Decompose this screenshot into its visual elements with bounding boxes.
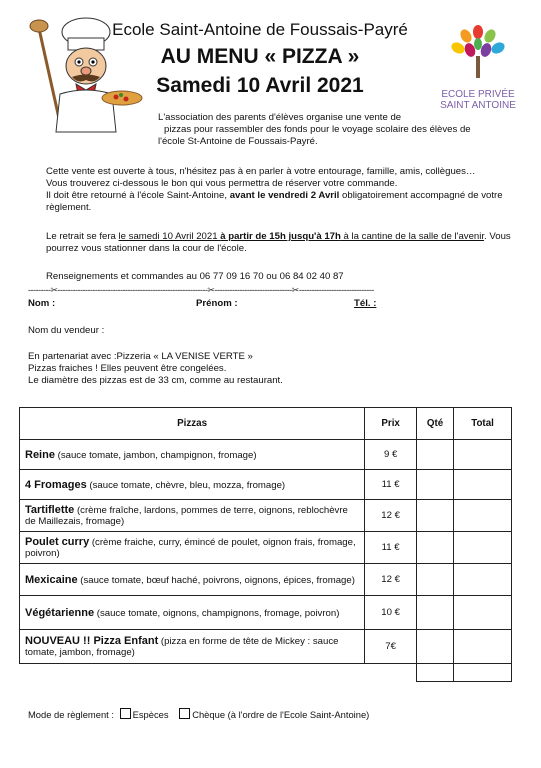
table-total-row (20, 664, 512, 682)
prenom-label: Prénom : (196, 298, 238, 309)
partner-info (28, 351, 498, 387)
sale-line-3: Il doit être retourné à l'école Saint-Antoine, avant le vendredi 2 Avril obligatoirement accompagné de votre (46, 190, 503, 201)
table-row (20, 532, 512, 564)
school-title: Ecole Saint-Antoine de Foussais-Payré (112, 20, 408, 39)
intro-line-2: pizzas pour rassembler des fonds pour le voyage scolaire des élèves de (164, 124, 471, 135)
especes-label: Espèces (132, 709, 169, 720)
vendeur-label: Nom du vendeur : (28, 325, 105, 336)
price-cell: 7€ (365, 630, 417, 664)
order-table (19, 407, 512, 682)
pizza-cell: Reine (sauce tomate, jambon, champignon, fromage) (20, 440, 365, 470)
pickup-line-2: pourrez vous stationner dans la cour de l'école. (46, 243, 247, 254)
total-cell[interactable] (454, 500, 512, 532)
header-prix: Prix (365, 408, 417, 440)
cheque-checkbox[interactable] (179, 708, 190, 719)
logo-line-1: ECOLE PRIVÉE (441, 89, 515, 100)
intro-line-3: l'école St-Antoine de Foussais-Payré. (158, 136, 318, 147)
empty-cell (20, 664, 365, 682)
price-cell: 10 € (365, 596, 417, 630)
school-logo (433, 22, 523, 110)
partner-line-2: Pizzas fraiches ! Elles peuvent être congelées. (28, 363, 227, 374)
pizza-cell: NOUVEAU !! Pizza Enfant (pizza en forme de tête de Mickey : sauce tomate, jambon, fromage) (20, 630, 365, 664)
table-row (20, 596, 512, 630)
scissors-cut-line: ---------✂------------------------------------------------------------✂-------------------------------✂------------------------------ (28, 285, 374, 295)
qty-cell[interactable] (417, 470, 454, 500)
price-cell: 11 € (365, 532, 417, 564)
qty-cell[interactable] (417, 532, 454, 564)
sale-line-2: Vous trouverez ci-dessous le bon qui vous permettra de réserver votre commande. (46, 178, 398, 189)
total-cell[interactable] (454, 564, 512, 596)
tel-label: Tél. : (354, 298, 377, 309)
table-row (20, 564, 512, 596)
total-cell[interactable] (454, 596, 512, 630)
grand-total-cell[interactable] (454, 664, 512, 682)
partner-line-3: Le diamètre des pizzas est de 33 cm, comme au restaurant. (28, 375, 283, 386)
pizza-cell: 4 Fromages (sauce tomate, chèvre, bleu, mozza, fromage) (20, 470, 365, 500)
pizza-cell: Végétarienne (sauce tomate, oignons, champignons, fromage, poivron) (20, 596, 365, 630)
total-cell[interactable] (454, 630, 512, 664)
qty-cell[interactable] (417, 500, 454, 532)
deadline: avant le vendredi 2 Avril (229, 190, 340, 201)
price-cell: 11 € (365, 470, 417, 500)
empty-cell (365, 664, 417, 682)
price-cell: 12 € (365, 564, 417, 596)
nom-label: Nom : (28, 298, 56, 309)
qty-total-cell[interactable] (417, 664, 454, 682)
qty-cell[interactable] (417, 630, 454, 664)
pickup-line-1: Le retrait se fera le samedi 10 Avril 2021 à partir de 15h jusqu'à 17h à la cantine de la salle de l'avenir. Vous (46, 231, 511, 242)
header-pizzas: Pizzas (20, 408, 365, 440)
event-date: Samedi 10 Avril 2021 (156, 74, 364, 97)
partner-line-1: En partenariat avec :Pizzeria « LA VENISE VERTE » (28, 351, 253, 362)
payment-label: Mode de règlement : (28, 709, 114, 720)
payment-method (28, 708, 369, 720)
pizza-cell: Tartiflette (crème fraîche, lardons, pommes de terre, oignons, reblochèvre de Maillezais, fromage) (20, 500, 365, 532)
logo-line-2: SAINT ANTOINE (440, 100, 516, 111)
pizza-cell: Mexicaine (sauce tomate, bœuf haché, poivrons, oignons, épices, fromage) (20, 564, 365, 596)
especes-checkbox[interactable] (120, 708, 131, 719)
table-row (20, 500, 512, 532)
price-cell: 12 € (365, 500, 417, 532)
qty-cell[interactable] (417, 564, 454, 596)
sale-line-1: Cette vente est ouverte à tous, n'hésitez pas à en parler à votre entourage, famille, amis, collègues… (46, 166, 476, 177)
price-cell: 9 € (365, 440, 417, 470)
total-cell[interactable] (454, 440, 512, 470)
total-cell[interactable] (454, 532, 512, 564)
table-header-row (20, 408, 512, 440)
pizza-cell: Poulet curry (crème fraiche, curry, émincé de poulet, oignon frais, fromage, poivron) (20, 532, 365, 564)
qty-cell[interactable] (417, 596, 454, 630)
sale-line-4: règlement. (46, 202, 92, 213)
sale-info-paragraph (46, 166, 516, 214)
menu-title: AU MENU « PIZZA » (160, 45, 360, 68)
total-cell[interactable] (454, 470, 512, 500)
table-row (20, 630, 512, 664)
cheque-label: Chèque (à l'ordre de l'Ecole Saint-Antoine) (192, 709, 370, 720)
qty-cell[interactable] (417, 440, 454, 470)
header-total: Total (454, 408, 512, 440)
header-qte: Qté (417, 408, 454, 440)
pickup-paragraph (46, 231, 516, 255)
intro-text (158, 112, 528, 148)
contact-line: Renseignements et commandes au 06 77 09 16 70 ou 06 84 02 40 87 (46, 271, 344, 282)
table-row (20, 470, 512, 500)
intro-line-1: L'association des parents d'élèves organise une vente de (158, 112, 402, 123)
tree-icon (448, 22, 508, 82)
table-row (20, 440, 512, 470)
